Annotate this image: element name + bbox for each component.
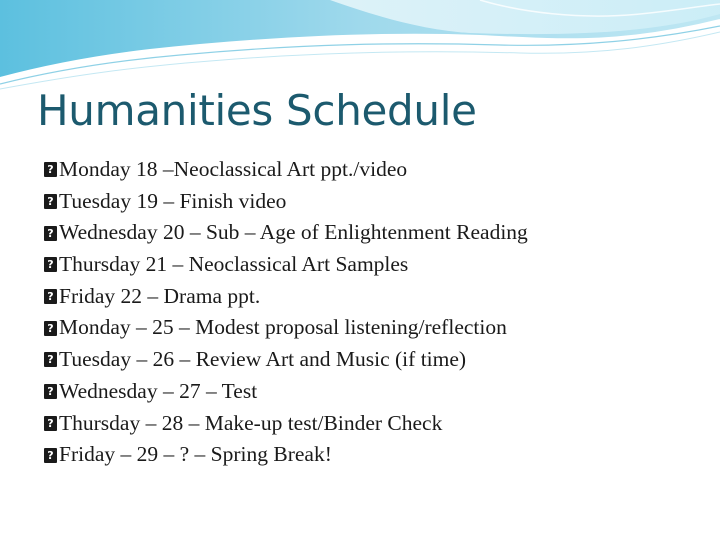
slide-title: Humanities Schedule xyxy=(37,86,477,135)
schedule-item xyxy=(44,249,528,281)
schedule-item xyxy=(44,376,528,408)
schedule-item-text: Monday – 25 – Modest proposal listening/reflection xyxy=(59,315,507,340)
schedule-item xyxy=(44,154,528,186)
header-wave-decoration xyxy=(0,0,720,95)
schedule-item-text: Tuesday – 26 – Review Art and Music (if time) xyxy=(59,347,467,372)
missing-glyph-icon xyxy=(44,289,57,304)
missing-glyph-icon xyxy=(44,384,57,399)
schedule-item xyxy=(44,281,528,313)
missing-glyph-icon xyxy=(44,194,57,209)
schedule-item-text: Thursday – 28 – Make-up test/Binder Check xyxy=(59,410,443,435)
schedule-item xyxy=(44,408,528,440)
schedule-item-text: Friday 22 – Drama ppt. xyxy=(59,283,261,308)
missing-glyph-icon xyxy=(44,257,57,272)
schedule-item xyxy=(44,344,528,376)
schedule-item xyxy=(44,439,528,471)
schedule-item-text: Thursday 21 – Neoclassical Art Samples xyxy=(59,252,409,277)
schedule-list xyxy=(44,154,528,471)
schedule-item-text: Friday – 29 – ? – Spring Break! xyxy=(59,442,332,467)
missing-glyph-icon xyxy=(44,226,57,241)
schedule-item-text: Tuesday 19 – Finish video xyxy=(59,188,287,213)
schedule-item xyxy=(44,217,528,249)
schedule-item xyxy=(44,312,528,344)
schedule-item-text: Monday 18 –Neoclassical Art ppt./video xyxy=(59,157,408,181)
schedule-item-text: Wednesday 20 – Sub – Age of Enlightenment Reading xyxy=(59,220,528,245)
missing-glyph-icon xyxy=(44,162,57,177)
missing-glyph-icon xyxy=(44,321,57,336)
schedule-item xyxy=(44,186,528,218)
missing-glyph-icon xyxy=(44,352,57,367)
missing-glyph-icon xyxy=(44,416,57,431)
schedule-item-text: Wednesday – 27 – Test xyxy=(59,378,258,403)
missing-glyph-icon xyxy=(44,448,57,463)
